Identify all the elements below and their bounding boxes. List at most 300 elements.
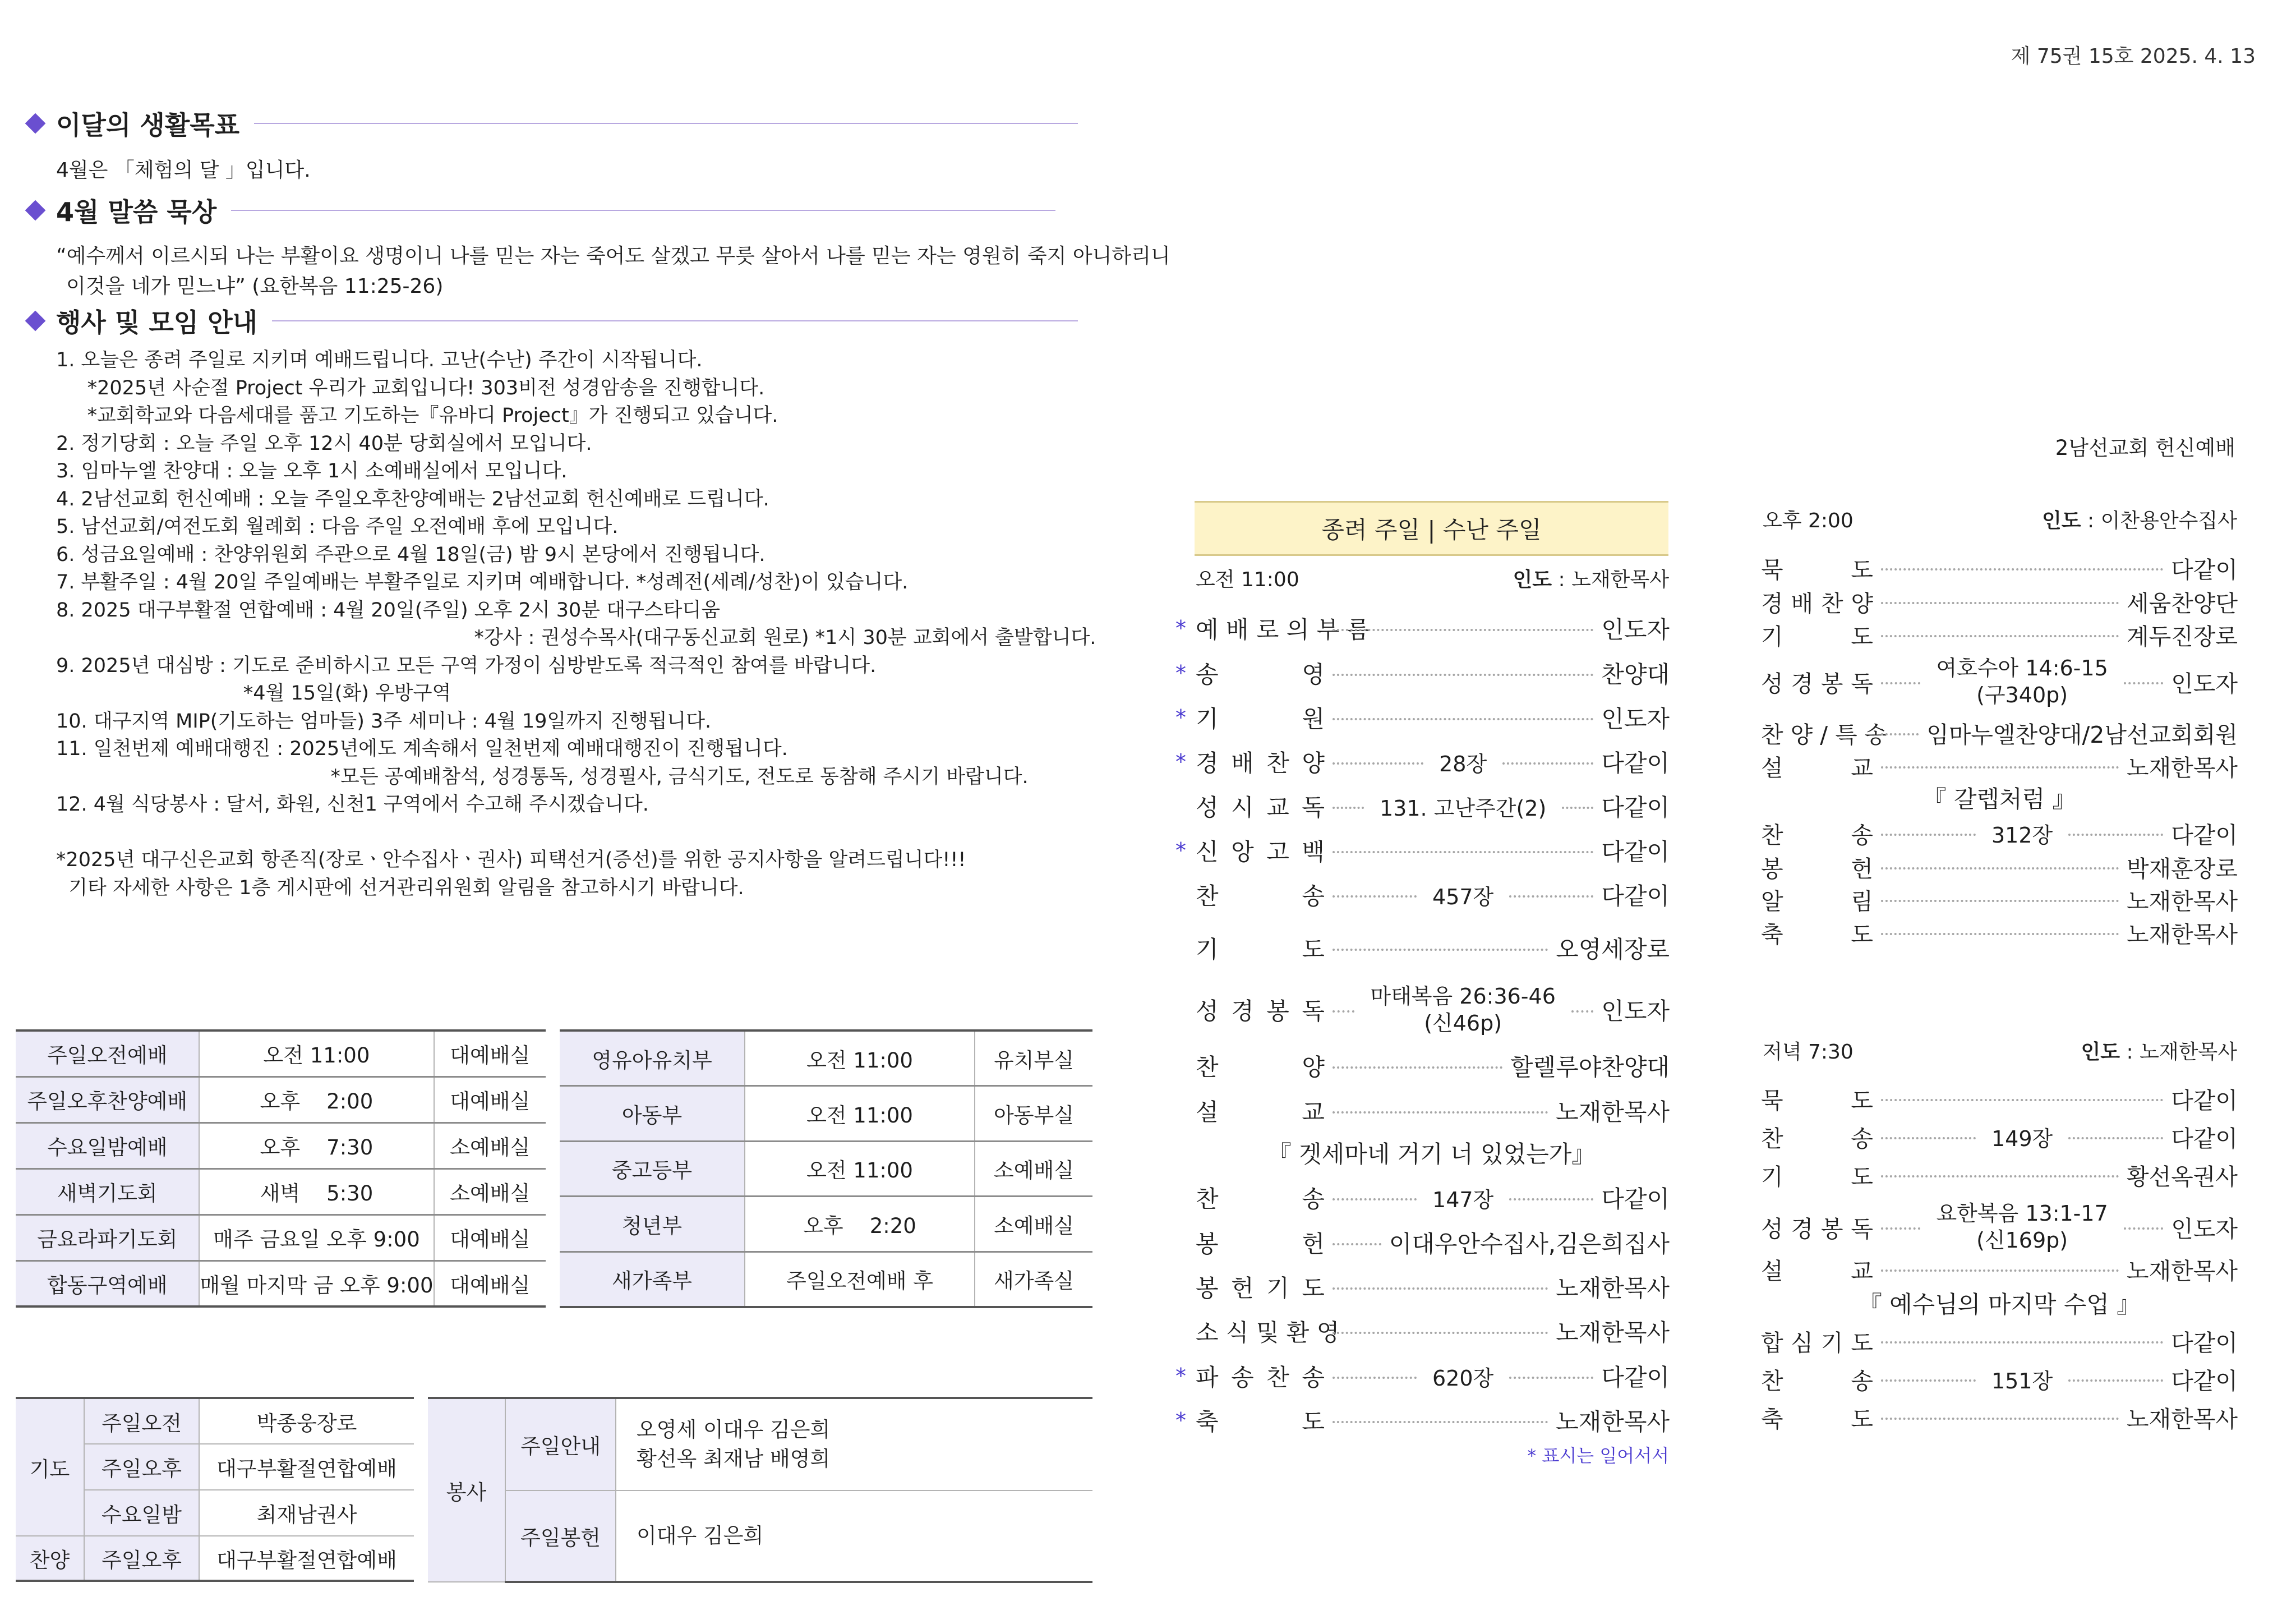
events-heading <box>24 304 1078 338</box>
order-item-label: 봉 헌 <box>1761 855 1873 882</box>
order-item-label: 성 경 봉 독 <box>1761 670 1873 697</box>
event-line: 3. 임마누엘 찬양대 : 오늘 오후 1시 소예배실에서 모입니다. <box>56 460 568 482</box>
order-item-person: 다같이 <box>1601 838 1670 866</box>
order-item-person: 노재한목사 <box>1556 1319 1670 1346</box>
event-line: 11. 일천번제 예배대행진 : 2025년에도 계속해서 일천번제 예배대행진이 진행됩니다. <box>56 738 788 760</box>
service-duty-table <box>428 1397 1092 1583</box>
order-item-label: 설 교 <box>1761 1257 1873 1285</box>
leader-dots <box>1333 1198 1417 1200</box>
leader-label: 인도 <box>1513 568 1552 591</box>
order-item <box>1175 1404 1670 1437</box>
order-item-label: 찬 송 <box>1761 1125 1873 1152</box>
order-item-label: 축 도 <box>1761 1405 1873 1433</box>
order-item-person: 노재한목사 <box>2126 1405 2238 1433</box>
order-item-person: 다같이 <box>1601 794 1670 821</box>
afternoon-sermon-title: 『 갈렙처럼 』 <box>1922 785 2076 813</box>
event-line: 8. 2025 대구부활절 연합예배 : 4월 20일(주일) 오후 2시 30분 대구스타디움 <box>56 599 721 622</box>
leader-dots <box>1333 718 1593 720</box>
verse-title: 4월 말씀 묵상 <box>56 197 217 227</box>
order-item-label: 합 심 기 도 <box>1761 1329 1873 1356</box>
schedule-name: 금요라파기도회 <box>16 1214 199 1260</box>
leader-dots <box>1881 635 2119 637</box>
order-item-detail <box>1424 1183 1501 1213</box>
issue-number: 제 75권 15호 2025. 4. 13 <box>2011 45 2256 68</box>
order-item-detail-line: 149장 <box>1991 1126 2053 1151</box>
order-item-label: 성 경 봉 독 <box>1761 1215 1873 1243</box>
leader-dots <box>1571 1010 1593 1013</box>
order-item <box>1196 931 1670 965</box>
event-line: 1. 오늘은 종려 주일로 지키며 예배드립니다. 고난(수난) 주간이 시작됩니다. <box>56 349 703 371</box>
schedule-name: 주일오후찬양예배 <box>16 1076 199 1122</box>
order-item-label: 송 영 <box>1196 661 1325 688</box>
leader-dots <box>1333 1066 1502 1069</box>
schedule-row <box>560 1252 1092 1307</box>
order-item-label: 소 식 및 환 영 <box>1196 1319 1340 1346</box>
verse-line-2: 이것을 네가 믿느냐” (요한복음 11:25-26) <box>66 275 444 298</box>
leader-label: 인도 <box>2081 1041 2120 1064</box>
schedule-row <box>16 1214 546 1260</box>
order-item-person: 이대우안수집사,김은희집사 <box>1389 1230 1670 1258</box>
order-item-label: 기 도 <box>1761 623 1873 650</box>
leader-dots <box>1881 1269 2119 1272</box>
order-item-person: 노재한목사 <box>2126 1257 2238 1285</box>
order-item <box>1761 1158 2238 1191</box>
schedule-place: 대예배실 <box>434 1260 546 1306</box>
order-item <box>1196 1314 1670 1348</box>
order-item-label: 알 림 <box>1761 887 1873 915</box>
schedule-name: 영유아유치부 <box>560 1030 745 1086</box>
order-item-person: 다같이 <box>2171 556 2238 583</box>
duty-slot: 주일오후 <box>84 1536 199 1581</box>
schedule-place: 새가족실 <box>975 1252 1092 1307</box>
order-item-label: 신 앙 고 백 <box>1196 838 1325 866</box>
leader-dots <box>1562 807 1593 809</box>
order-item-label: 기 도 <box>1196 936 1325 963</box>
order-item <box>1761 551 2238 585</box>
praise-group-label: 찬양 <box>16 1536 84 1581</box>
morning-sermon-title: 『 겟세마네 거기 너 있었는가』 <box>1267 1140 1596 1168</box>
order-item <box>1196 1181 1670 1214</box>
prayer-group-label: 기도 <box>16 1398 84 1536</box>
schedule-row <box>16 1168 546 1214</box>
order-item-person: 다같이 <box>2171 1329 2238 1356</box>
order-item-person: 노재한목사 <box>1556 1275 1670 1302</box>
leader-dots <box>1509 1377 1593 1379</box>
order-item-label: 찬 송 <box>1761 1367 1873 1395</box>
event-line: *모든 공예배참석, 성경통독, 성경필사, 금식기도, 전도로 동참해 주시기 바랍니다. <box>56 765 1029 788</box>
order-item <box>1761 1362 2238 1396</box>
order-item <box>1761 651 2238 712</box>
order-item <box>1761 1196 2238 1258</box>
order-item-detail <box>1362 983 1564 1037</box>
leader-name: : 노재한목사 <box>1552 568 1669 591</box>
schedule-time: 오후 2:00 <box>199 1076 434 1122</box>
order-item-person: 노재한목사 <box>1556 1408 1670 1436</box>
leader-dots <box>1881 1341 2163 1344</box>
service-group-label: 봉사 <box>428 1398 505 1582</box>
order-item-detail-line: (신169p) <box>1976 1228 2068 1253</box>
order-item-person: 박재훈장로 <box>2126 855 2238 882</box>
order-item <box>1761 1120 2238 1153</box>
schedule-time: 오후 7:30 <box>199 1122 434 1168</box>
order-item <box>1196 1226 1670 1259</box>
order-item-label: 성 시 교 독 <box>1196 794 1325 821</box>
order-item-label: 찬 송 <box>1196 1185 1325 1213</box>
schedule-place: 대예배실 <box>434 1076 546 1122</box>
order-item-label: 축 도 <box>1761 921 1873 948</box>
order-item-person: 다같이 <box>1601 1185 1670 1213</box>
order-item-person: 세움찬양단 <box>2126 590 2238 617</box>
order-item-detail-line: 620장 <box>1432 1365 1494 1391</box>
order-item-person: 다같이 <box>1601 749 1670 777</box>
event-line: 기타 자세한 사항은 1층 게시판에 선거관리위원회 알림을 참고하시기 바랍니다. <box>56 876 744 899</box>
order-item <box>1761 1082 2238 1115</box>
leader-dots <box>2124 682 2163 684</box>
order-item-detail <box>1372 791 1554 822</box>
duty-slot: 수요일밤 <box>84 1490 199 1536</box>
events-list <box>56 347 1096 902</box>
order-item-detail <box>1928 655 2115 709</box>
leader-dots <box>1333 1010 1354 1013</box>
evening-sermon-title: 『 예수님의 마지막 수업 』 <box>1858 1291 2141 1318</box>
event-line: *교회학교와 다음세대를 품고 기도하는『유바디 Project』가 진행되고 있습니다. <box>56 404 778 427</box>
duty-person: 최재남권사 <box>199 1490 414 1536</box>
order-item-detail-line: 여호수아 14:6-15 <box>1936 656 2108 680</box>
schedule-name: 중고등부 <box>560 1141 745 1197</box>
event-line: 4. 2남선교회 헌신예배 : 오늘 주일오후찬양예배는 2남선교회 헌신예배로 드립니다. <box>56 487 769 510</box>
duty-person: 박종웅장로 <box>199 1398 414 1444</box>
leader-dots <box>1881 900 2119 902</box>
order-item-label: 묵 도 <box>1761 556 1873 583</box>
leader-dots <box>1881 1175 2119 1177</box>
leader-dots <box>1881 682 1920 684</box>
event-line <box>56 819 1096 847</box>
order-item-person: 다같이 <box>2171 821 2238 849</box>
order-item <box>1175 745 1670 779</box>
order-item-label: 봉 헌 기 도 <box>1196 1275 1325 1302</box>
order-item-label: 경 배 찬 양 <box>1761 590 1873 617</box>
stand-star-icon: * <box>1175 749 1186 774</box>
guide-label: 주일안내 <box>505 1398 616 1490</box>
schedule-row <box>16 1076 546 1122</box>
stand-star-icon: * <box>1175 1364 1186 1388</box>
order-item <box>1761 1324 2238 1358</box>
event-line: *4월 15일(화) 우방구역 <box>56 682 451 705</box>
schedule-row <box>560 1086 1092 1142</box>
order-item-label: 성 경 봉 독 <box>1196 997 1325 1025</box>
order-item-person: 할렐루야찬양대 <box>1510 1053 1670 1081</box>
order-item-person: 인도자 <box>2171 670 2238 697</box>
standing-note: * 표시는 일어서서 <box>1527 1445 1669 1466</box>
duty-slot: 주일오전 <box>84 1398 199 1444</box>
order-item-detail-line: 147장 <box>1432 1187 1494 1212</box>
leader-dots <box>1881 1379 1976 1382</box>
schedule-name: 청년부 <box>560 1197 745 1252</box>
order-item-person: 인도자 <box>1601 705 1670 733</box>
duty-person: 대구부활절연합예배 <box>199 1444 414 1490</box>
order-item-detail <box>1424 880 1501 910</box>
diamond-bullet-icon <box>25 200 46 221</box>
morning-service-title: 종려 주일 | 수난 주일 <box>1195 501 1668 556</box>
order-item <box>1175 834 1670 867</box>
order-item-person: 인도자 <box>1601 997 1670 1025</box>
event-line: 6. 성금요일예배 : 찬양위원회 주관으로 4월 18일(금) 밤 9시 본당에서 진행됩니다. <box>56 543 766 566</box>
verse-line-1: “예수께서 이르시되 나는 부활이요 생명이니 나를 믿는 자는 죽어도 살겠고 무릇 살아서 나를 믿는 자는 영원히 죽지 아니하리니 <box>56 245 1170 268</box>
leader-dots <box>1881 766 2119 769</box>
event-line: 10. 대구지역 MIP(기도하는 엄마들) 3주 세미나 : 4월 19일까지 진행됩니다. <box>56 710 712 733</box>
schedule-name: 수요일밤예배 <box>16 1122 199 1168</box>
schedule-place: 유치부실 <box>975 1030 1092 1086</box>
leader-dots <box>2068 1137 2163 1139</box>
order-item-label: 찬 양 / 특 송 <box>1761 721 1887 748</box>
leader-dots <box>1509 895 1593 898</box>
order-item <box>1761 915 2238 949</box>
morning-leader <box>1513 564 1669 592</box>
leader-dots <box>1333 851 1593 853</box>
order-item <box>1761 749 2238 783</box>
evening-leader <box>2081 1036 2237 1065</box>
leader-dots <box>1881 1227 1920 1230</box>
order-item-detail <box>1984 1364 2060 1395</box>
order-item-label: 봉 헌 <box>1196 1230 1325 1258</box>
schedule-time: 오전 11:00 <box>745 1030 975 1086</box>
order-item-detail-line: (신46p) <box>1424 1011 1502 1036</box>
order-item <box>1761 618 2238 651</box>
order-item-person: 오영세장로 <box>1556 936 1670 963</box>
leader-dots <box>1881 933 2119 935</box>
order-item <box>1175 701 1670 734</box>
afternoon-time: 오후 2:00 <box>1763 509 1854 532</box>
schedule-time: 오전 11:00 <box>199 1030 434 1076</box>
schedule-time: 주일오전예배 후 <box>745 1252 975 1307</box>
order-item <box>1196 789 1670 823</box>
schedule-time: 매주 금요일 오후 9:00 <box>199 1214 434 1260</box>
leader-name: : 노재한목사 <box>2120 1041 2237 1064</box>
order-item-detail <box>1424 1361 1501 1392</box>
evening-time: 저녁 7:30 <box>1763 1041 1854 1064</box>
leader-dots <box>1881 602 2119 604</box>
leader-dots <box>1881 834 1976 836</box>
order-item <box>1761 1400 2238 1434</box>
order-item-detail-line: 151장 <box>1991 1368 2053 1393</box>
order-item-person: 황선옥권사 <box>2126 1163 2238 1190</box>
guide-names-line: 황선옥 최재남 배영희 <box>637 1447 831 1471</box>
leader-dots <box>1881 867 2119 869</box>
schedule-row <box>560 1030 1092 1086</box>
event-line: 7. 부활주일 : 4월 20일 주일예배는 부활주일로 지키며 예배합니다. *성례전(세례/성찬)이 있습니다. <box>56 571 909 594</box>
leader-dots <box>1333 895 1417 898</box>
schedule-row <box>560 1197 1092 1252</box>
stand-star-icon: * <box>1175 1408 1186 1433</box>
order-item-label: 설 교 <box>1196 1098 1325 1126</box>
leader-name: : 이찬용안수집사 <box>2081 509 2237 532</box>
schedule-row <box>16 1030 546 1076</box>
leader-dots <box>1333 674 1593 676</box>
offering-label: 주일봉헌 <box>505 1490 616 1582</box>
duty-person: 대구부활절연합예배 <box>199 1536 414 1581</box>
order-item-label: 경 배 찬 양 <box>1196 749 1325 777</box>
order-item-detail <box>1928 1200 2115 1254</box>
schedule-place: 소예배실 <box>975 1141 1092 1197</box>
morning-time: 오전 11:00 <box>1196 568 1299 591</box>
order-item <box>1761 1252 2238 1286</box>
schedule-name: 합동구역예배 <box>16 1260 199 1306</box>
schedule-name: 새벽기도회 <box>16 1168 199 1214</box>
heading-rule <box>254 123 1078 124</box>
order-item-label: 기 도 <box>1761 1163 1873 1190</box>
order-item-detail <box>1431 747 1495 778</box>
leader-dots <box>1881 1137 1976 1139</box>
leader-dots <box>1333 1243 1381 1245</box>
order-item-label: 설 교 <box>1761 754 1873 781</box>
order-item-person: 노재한목사 <box>1556 1098 1670 1126</box>
events-title: 행사 및 모임 안내 <box>56 307 258 338</box>
school-times-table <box>560 1029 1092 1308</box>
event-line: *2025년 사순절 Project 우리가 교회입니다! 303비전 성경암송을 진행합니다. <box>56 376 765 399</box>
order-item <box>1196 878 1670 912</box>
event-line: 12. 4월 식당봉사 : 달서, 화원, 신천1 구역에서 수고해 주시겠습니다. <box>56 793 649 816</box>
order-item-person: 찬양대 <box>1601 661 1670 688</box>
schedule-time: 오전 11:00 <box>745 1086 975 1142</box>
order-item-label: 찬 송 <box>1761 821 1873 849</box>
schedule-name: 새가족부 <box>560 1252 745 1307</box>
schedule-place: 대예배실 <box>434 1030 546 1076</box>
monthly-goal-title: 이달의 생활목표 <box>56 110 240 140</box>
event-line: *강사 : 권성수목사(대구동신교회 원로) *1시 30분 교회에서 출발합니다. <box>56 627 1096 649</box>
leader-dots <box>1333 762 1423 765</box>
order-item-detail-line: (구340p) <box>1976 683 2068 707</box>
verse-heading <box>24 194 1078 227</box>
order-item <box>1761 816 2238 850</box>
prayer-duty-table <box>16 1397 414 1582</box>
afternoon-leader <box>2042 505 2237 533</box>
order-item-detail <box>1984 1121 2060 1152</box>
leader-dots <box>2124 1227 2163 1230</box>
leader-dots <box>1881 1099 2163 1101</box>
order-item-person: 다같이 <box>2171 1125 2238 1152</box>
event-line: 5. 남선교회/여전도회 월례회 : 다음 주일 오전예배 후에 모입니다. <box>56 516 619 538</box>
guide-names-line: 오영세 이대우 김은희 <box>637 1418 831 1442</box>
event-line: *2025년 대구신은교회 항존직(장로ㆍ안수집사ㆍ권사) 피택선거(증선)를 위한 공지사항을 알려드립니다!!! <box>56 849 966 871</box>
order-item-person: 인도자 <box>1601 616 1670 643</box>
order-item-detail-line: 마태복음 26:36-46 <box>1370 984 1556 1009</box>
order-item-label: 묵 도 <box>1761 1087 1873 1114</box>
schedule-time: 새벽 5:30 <box>199 1168 434 1214</box>
leader-dots <box>1333 1377 1417 1379</box>
order-item <box>1175 656 1670 690</box>
schedule-place: 대예배실 <box>434 1214 546 1260</box>
leader-dots <box>1502 762 1593 765</box>
order-item-label: 찬 송 <box>1196 882 1325 910</box>
worship-times-table <box>16 1029 546 1308</box>
heading-rule <box>272 320 1078 321</box>
schedule-row <box>16 1260 546 1306</box>
leader-dots <box>1509 1198 1593 1200</box>
leader-label: 인도 <box>2041 509 2081 532</box>
order-item <box>1196 1049 1670 1083</box>
order-item-person: 인도자 <box>2171 1215 2238 1243</box>
afternoon-subtitle: 2남선교회 헌신예배 <box>2055 436 2235 460</box>
order-item-detail-line: 131. 고난주간(2) <box>1379 795 1547 821</box>
order-item <box>1761 585 2238 618</box>
order-item <box>1175 611 1670 645</box>
schedule-place: 소예배실 <box>434 1122 546 1168</box>
leader-dots <box>1333 1421 1548 1423</box>
order-item-person: 다같이 <box>1601 882 1670 910</box>
leader-dots <box>1333 949 1548 951</box>
schedule-place: 아동부실 <box>975 1086 1092 1142</box>
order-item <box>1761 850 2238 884</box>
order-item <box>1175 1359 1670 1393</box>
order-item-person: 노재한목사 <box>2126 887 2238 915</box>
order-item-detail-line: 요한복음 13:1-17 <box>1936 1201 2108 1226</box>
leader-dots <box>1333 1287 1548 1290</box>
order-item <box>1196 979 1670 1041</box>
event-line: 9. 2025년 대심방 : 기도로 준비하시고 모든 구역 가정이 심방받도록 적극적인 참여를 바랍니다. <box>56 654 877 677</box>
leader-dots <box>2068 1379 2163 1382</box>
stand-star-icon: * <box>1175 838 1186 863</box>
order-item-person: 노재한목사 <box>2126 921 2238 948</box>
leader-dots <box>1333 1332 1548 1334</box>
order-item-detail-line: 312장 <box>1991 822 2053 848</box>
event-line: 2. 정기당회 : 오늘 주일 오후 12시 40분 당회실에서 모입니다. <box>56 432 592 455</box>
order-item-detail-line: 28장 <box>1439 751 1487 776</box>
monthly-goal-text: 4월은 「체험의 달 」입니다. <box>56 159 311 182</box>
leader-dots <box>1333 629 1593 631</box>
schedule-name: 주일오전예배 <box>16 1030 199 1076</box>
stand-star-icon: * <box>1175 705 1186 730</box>
order-item-label: 예 배 로 의 부 름 <box>1196 616 1370 643</box>
order-item-person: 다같이 <box>1601 1364 1670 1391</box>
order-item-label: 찬 양 <box>1196 1053 1325 1081</box>
order-item-person: 노재한목사 <box>2126 754 2238 781</box>
order-item <box>1196 1270 1670 1304</box>
guide-names <box>616 1398 1092 1490</box>
order-item-detail <box>1984 818 2060 849</box>
schedule-time: 오전 11:00 <box>745 1141 975 1197</box>
stand-star-icon: * <box>1175 661 1186 686</box>
order-item <box>1196 1094 1670 1128</box>
order-item-detail-line: 457장 <box>1432 884 1494 909</box>
order-item-person: 다같이 <box>2171 1087 2238 1114</box>
order-item-person: 임마누엘찬양대/2남선교회회원 <box>1926 721 2238 748</box>
order-item-label: 축 도 <box>1196 1408 1325 1436</box>
schedule-time: 오후 2:20 <box>745 1197 975 1252</box>
leader-dots <box>2068 834 2163 836</box>
schedule-name: 아동부 <box>560 1086 745 1142</box>
order-item-person: 다같이 <box>2171 1367 2238 1395</box>
leader-dots <box>1333 807 1364 809</box>
leader-dots <box>1881 568 2163 571</box>
schedule-place: 소예배실 <box>975 1197 1092 1252</box>
monthly-goal-heading <box>24 107 1078 140</box>
order-item-label: 기 원 <box>1196 705 1325 733</box>
order-item-person: 계두진장로 <box>2126 623 2238 650</box>
duty-slot: 주일오후 <box>84 1444 199 1490</box>
schedule-time: 매월 마지막 금 오후 9:00 <box>199 1260 434 1306</box>
offering-names: 이대우 김은희 <box>616 1490 1092 1582</box>
schedule-place: 소예배실 <box>434 1168 546 1214</box>
order-item <box>1761 716 2238 749</box>
stand-star-icon: * <box>1175 616 1186 641</box>
leader-dots <box>1881 733 1919 735</box>
leader-dots <box>1333 1111 1548 1114</box>
schedule-row <box>16 1122 546 1168</box>
leader-dots <box>1881 1418 2119 1420</box>
schedule-row <box>560 1141 1092 1197</box>
diamond-bullet-icon <box>25 113 46 134</box>
heading-rule <box>231 210 1055 211</box>
